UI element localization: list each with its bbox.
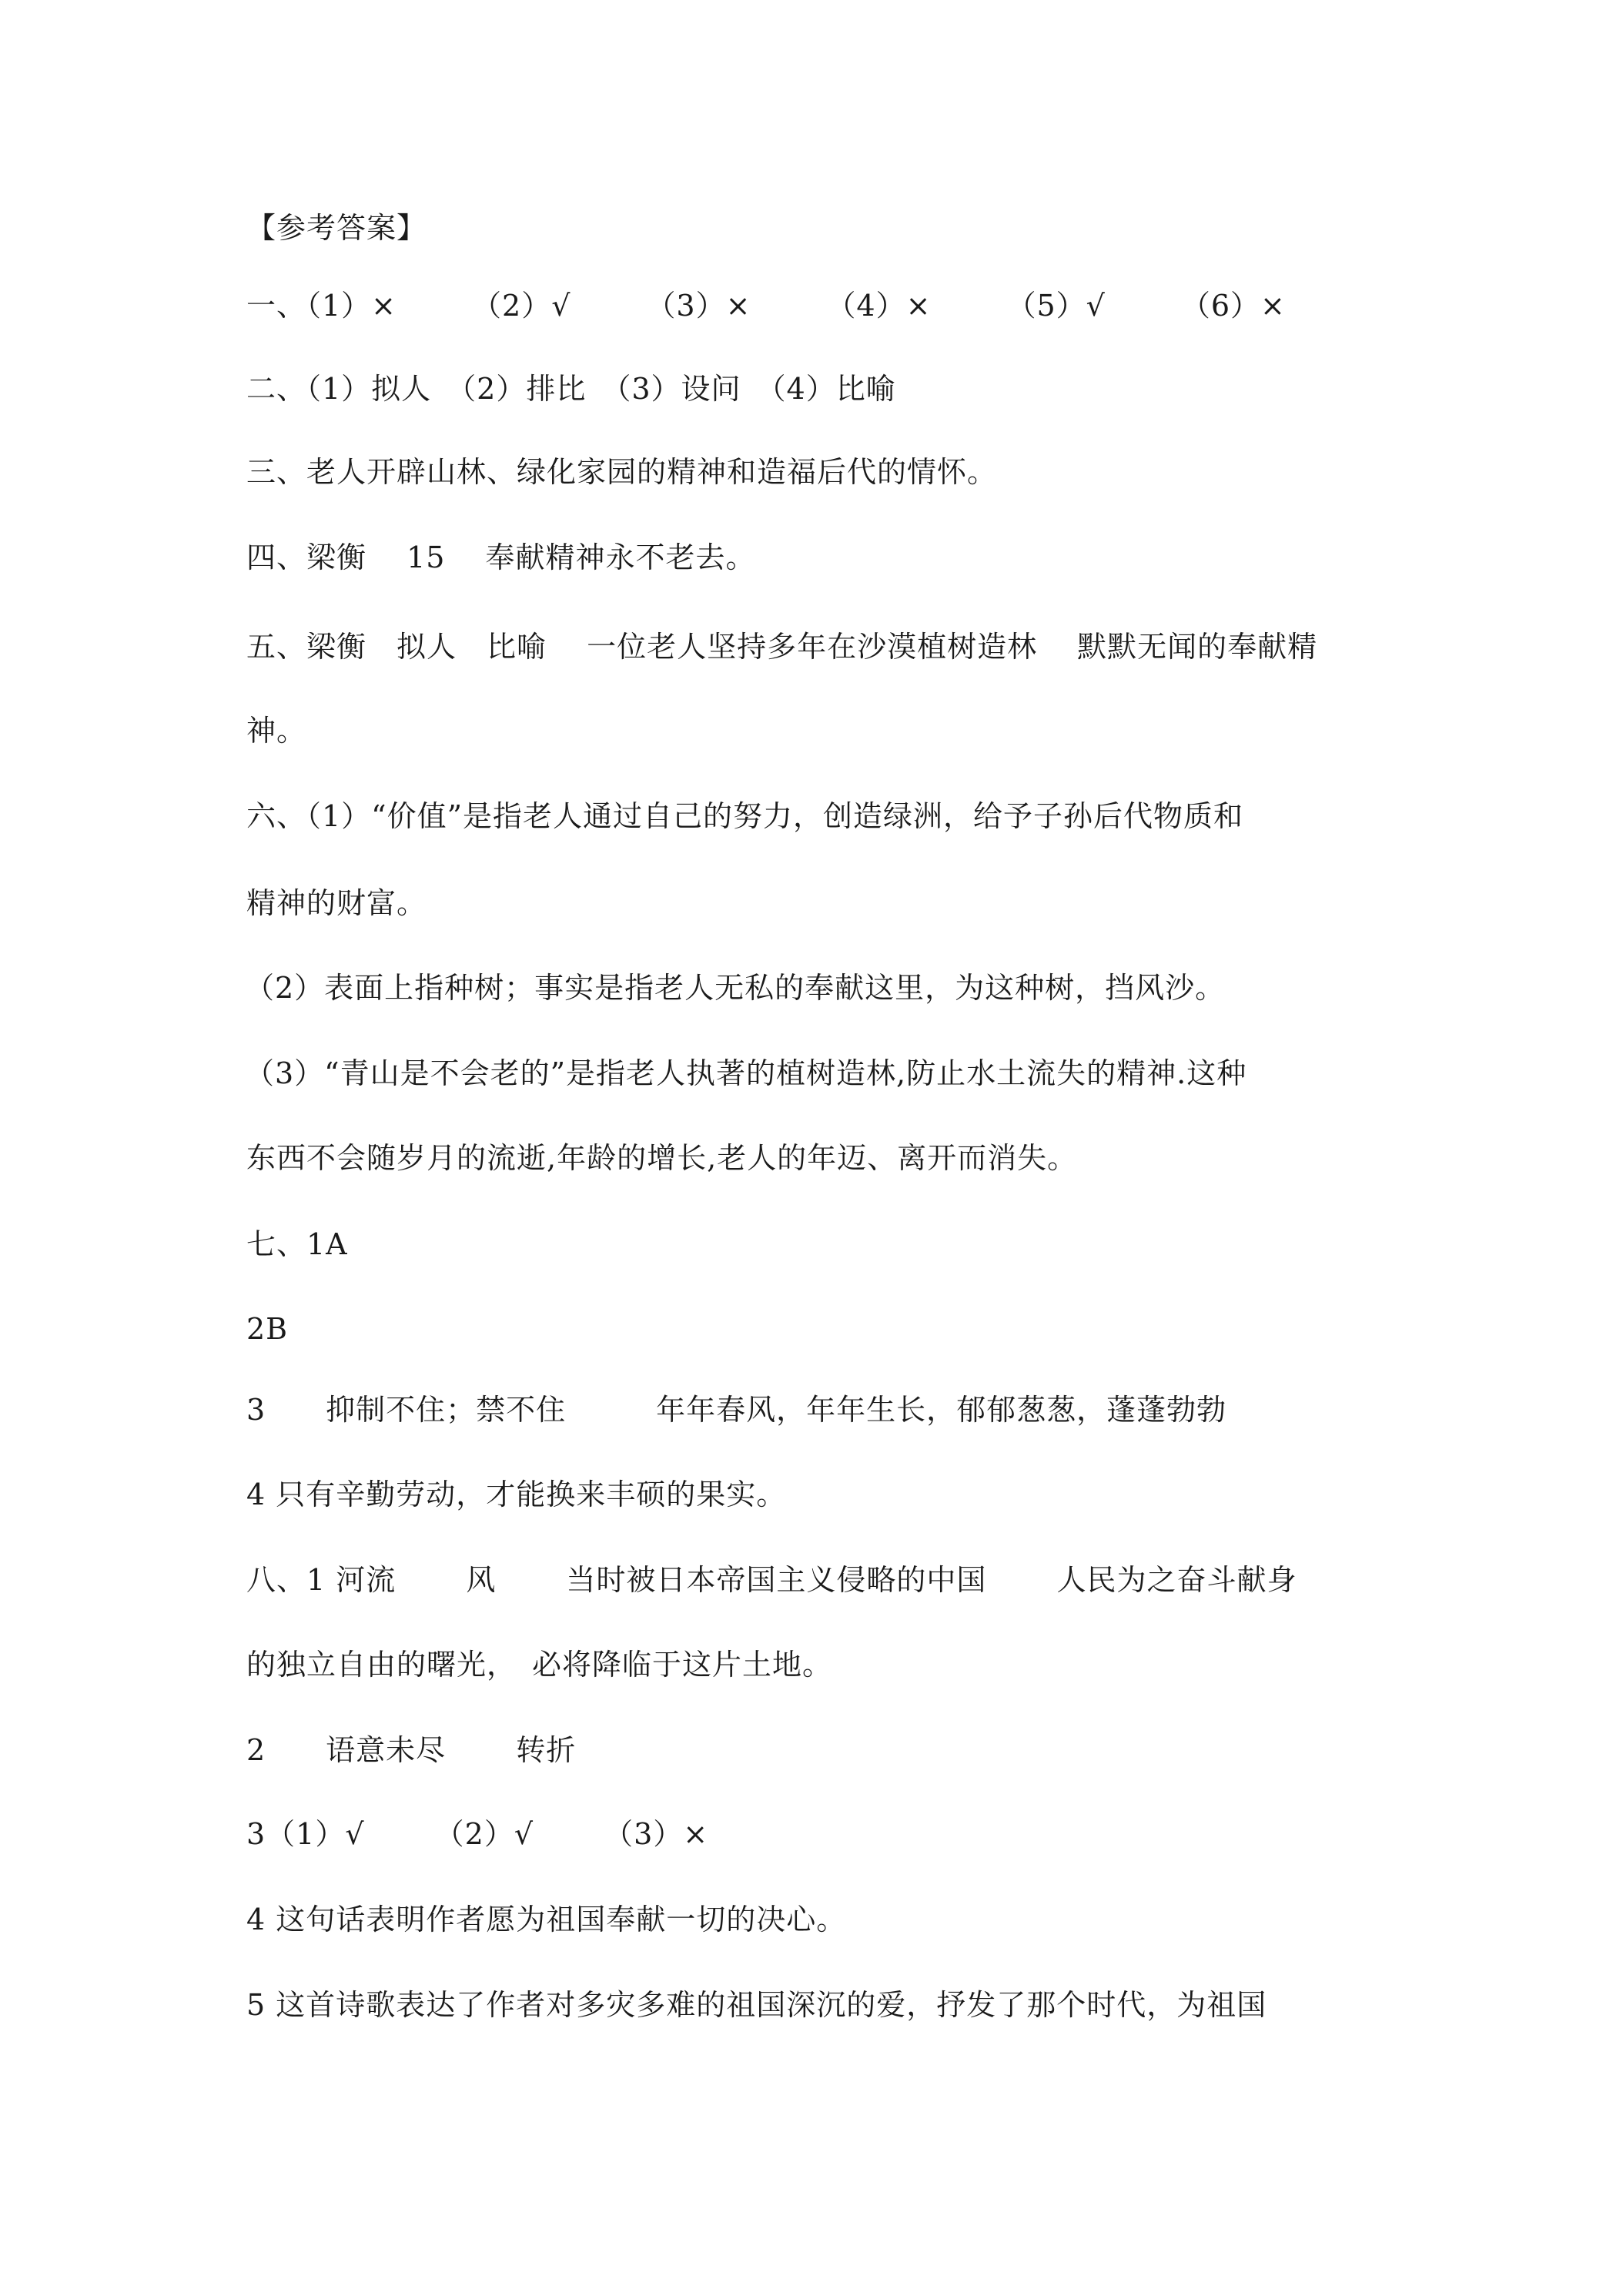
answer-line-8-3: 3（1）√ （2）√ （3）×	[246, 1817, 709, 1851]
answer-line-8-cont: 的独立自由的曙光， 必将降临于这片土地。	[246, 1648, 833, 1682]
answer-line-6-2: （2）表面上指种树；事实是指老人无私的奉献这里，为这种树，挡风沙。	[245, 971, 1226, 1005]
answer-line-8-4: 4 这句话表明作者愿为祖国奉献一切的决心。	[246, 1903, 847, 1936]
answer-line-7: 七、1A	[246, 1227, 348, 1261]
answer-line-8-2: 2 语意未尽 转折	[246, 1733, 577, 1767]
answer-line-7-4: 4 只有辛勤劳动，才能换来丰硕的果实。	[246, 1478, 787, 1511]
answer-line-8: 八、1 河流 风 当时被日本帝国主义侵略的中国 人民为之奋斗献身	[246, 1563, 1297, 1597]
answer-line-6-3: （3）“青山是不会老的”是指老人执著的植树造林,防止水土流失的精神.这种	[245, 1056, 1247, 1090]
answer-line-5-cont: 神。	[246, 714, 307, 748]
answer-line-8-5: 5 这首诗歌表达了作者对多灾多难的祖国深沉的爱，抒发了那个时代，为祖国	[246, 1988, 1267, 2022]
answer-key-title: 【参考答案】	[246, 211, 427, 245]
answer-line-3: 三、老人开辟山林、绿化家园的精神和造福后代的情怀。	[246, 455, 998, 489]
answer-line-1: 一、（1）× （2）√ （3）× （4）× （5）√ （6）×	[246, 289, 1286, 323]
answer-line-7-2: 2B	[246, 1312, 289, 1346]
answer-line-6-3-cont: 东西不会随岁月的流逝,年龄的增长,老人的年迈、离开而消失。	[246, 1141, 1078, 1175]
answer-line-4: 四、梁衡 15 奉献精神永不老去。	[246, 541, 756, 574]
answer-line-6: 六、（1）“价值”是指老人通过自己的努力，创造绿洲，给予子孙后代物质和	[246, 799, 1244, 833]
answer-line-5: 五、梁衡 拟人 比喻 一位老人坚持多年在沙漠植树造林 默默无闻的奉献精	[246, 630, 1318, 664]
answer-line-6-cont: 精神的财富。	[246, 886, 427, 920]
answer-line-7-3: 3 抑制不住；禁不住 年年春风，年年生长，郁郁葱葱，蓬蓬勃勃	[246, 1393, 1227, 1427]
answer-line-2: 二、（1）拟人 （2）排比 （3）设问 （4）比喻	[246, 372, 896, 406]
